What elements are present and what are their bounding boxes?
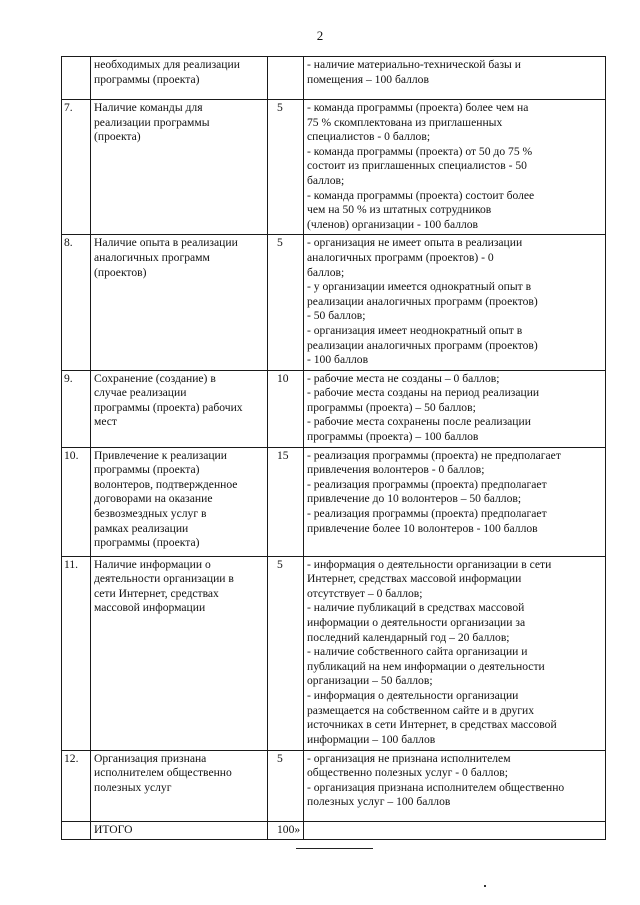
scoring-description-cell-line: - реализация программы (проекта) предполагает xyxy=(307,477,547,491)
row-number: 7. xyxy=(62,100,91,235)
max-score-cell: 15 xyxy=(268,447,304,556)
scoring-description-cell-line: - реализация программы (проекта) не предполагает xyxy=(307,448,561,462)
criterion-cell-line: сети Интернет, средствах xyxy=(94,586,219,600)
max-score-cell: 100» xyxy=(268,821,304,840)
criterion-cell-line: исполнителем общественно xyxy=(94,766,232,780)
scoring-description-cell xyxy=(304,235,606,370)
scoring-description-cell-line: - команда программы (проекта) от 50 до 75 % xyxy=(307,144,533,158)
scoring-description-cell-line: - наличие материально-технической базы и xyxy=(307,58,521,71)
scoring-description-cell-line: - информация о деятельности организации в сети xyxy=(307,557,552,571)
scoring-description-cell-line: отсутствует – 0 баллов; xyxy=(307,586,423,600)
scoring-description-cell-line: программы (проекта) – 100 баллов xyxy=(307,430,479,444)
criterion-cell-line: деятельности организации в xyxy=(94,572,234,586)
scoring-description-cell-line: - организация признана исполнителем общественно xyxy=(307,780,565,794)
table-row xyxy=(62,750,606,821)
scoring-description-cell-line: общественно полезных услуг - 0 баллов; xyxy=(307,766,508,780)
table-row xyxy=(62,57,606,100)
criterion-cell-line: необходимых для реализации xyxy=(94,58,240,71)
scoring-description-cell-line: - рабочие места не созданы – 0 баллов; xyxy=(307,371,500,385)
scoring-description-cell-line: привлечение до 10 волонтеров – 50 баллов; xyxy=(307,492,522,506)
table-row xyxy=(62,100,606,235)
scoring-description-cell-line: специалистов - 0 баллов; xyxy=(307,130,431,144)
criterion-cell-line: Организация признана xyxy=(94,751,207,765)
max-score-cell: 10 xyxy=(268,370,304,447)
scoring-description-cell-line: - у организации имеется однократный опыт в xyxy=(307,280,532,294)
criterion-cell-line: реализации программы xyxy=(94,115,210,129)
max-score-cell: 5 xyxy=(268,556,304,750)
row-number xyxy=(62,57,91,100)
scoring-description-cell-line: публикаций на нем информации о деятельности xyxy=(307,659,545,673)
scoring-description-cell-line: - реализация программы (проекта) предполагает xyxy=(307,507,547,521)
criterion-cell-line: случае реализации xyxy=(94,386,187,400)
scoring-description-cell-line: 75 % скомплектована из приглашенных xyxy=(307,115,503,129)
scoring-description-cell xyxy=(304,57,606,100)
scoring-description-cell-line: баллов; xyxy=(307,265,345,279)
criterion-cell xyxy=(91,821,268,840)
scoring-description-cell-line: - организация имеет неоднократный опыт в xyxy=(307,323,523,337)
scoring-description-cell-line: полезных услуг – 100 баллов xyxy=(307,795,451,809)
page-number: 2 xyxy=(316,28,324,43)
criterion-cell-line: программы (проекта) рабочих xyxy=(94,400,243,414)
criterion-cell xyxy=(91,447,268,556)
criterion-cell-line: (проекта) xyxy=(94,130,141,144)
criterion-cell-line: мест xyxy=(94,415,117,429)
max-score-cell xyxy=(268,57,304,100)
scoring-description-cell-line: - команда программы (проекта) состоит более xyxy=(307,188,535,202)
table-row xyxy=(62,556,606,750)
scoring-description-cell xyxy=(304,750,606,821)
scoring-description-cell-line: источниках в сети Интернет, в средствах массовой xyxy=(307,718,557,732)
scoring-description-cell-line: - информация о деятельности организации xyxy=(307,689,519,702)
scoring-description-cell-line: - наличие собственного сайта организации и xyxy=(307,645,528,659)
criterion-cell xyxy=(91,235,268,370)
table-row xyxy=(62,370,606,447)
criterion-cell-line: (проектов) xyxy=(94,265,147,279)
table-row xyxy=(62,235,606,370)
row-number: 10. xyxy=(62,447,91,556)
scoring-description-cell-line: информации о деятельности организации за xyxy=(307,616,526,630)
scoring-description-cell-line: привлечения волонтеров - 0 баллов; xyxy=(307,463,485,477)
scoring-description-cell xyxy=(304,821,606,840)
criterion-cell-line: Наличие команды для xyxy=(94,101,203,114)
criterion-cell-line: рамках реализации xyxy=(94,521,189,535)
criterion-cell-line: Сохранение (создание) в xyxy=(94,371,216,385)
criterion-cell-line: Наличие информации о xyxy=(94,557,211,571)
scoring-description-cell-line: последний календарный год – 20 баллов; xyxy=(307,630,510,644)
scoring-description-cell-line: (членов) организации - 100 баллов xyxy=(307,217,479,231)
criterion-cell xyxy=(91,370,268,447)
scoring-description-cell-line: помещения – 100 баллов xyxy=(307,72,429,86)
criterion-cell-line: массовой информации xyxy=(94,601,206,615)
scoring-description-cell-line: реализации аналогичных программ (проектов) xyxy=(307,294,538,308)
criterion-cell xyxy=(91,556,268,750)
scan-speck xyxy=(484,885,486,887)
scoring-description-cell xyxy=(304,370,606,447)
row-number: 8. xyxy=(62,235,91,370)
scoring-description-cell-line: привлечение более 10 волонтеров - 100 баллов xyxy=(307,521,538,535)
criterion-cell-line: программы (проекта) xyxy=(94,72,200,86)
criterion-cell-line: договорами на оказание xyxy=(94,492,213,506)
scoring-description-cell-line: - 100 баллов xyxy=(307,353,369,367)
criterion-cell-line: ИТОГО xyxy=(94,822,133,836)
criterion-cell-line: безвозмездных услуг в xyxy=(94,507,207,521)
scoring-description-cell-line: состоит из приглашенных специалистов - 50 xyxy=(307,159,527,173)
scoring-description-cell xyxy=(304,100,606,235)
max-score-cell: 5 xyxy=(268,235,304,370)
criterion-cell-line: Привлечение к реализации xyxy=(94,448,227,462)
criterion-cell-line: полезных услуг xyxy=(94,780,172,794)
max-score-cell: 5 xyxy=(268,750,304,821)
scoring-description-cell-line: информации – 100 баллов xyxy=(307,732,436,746)
table-row xyxy=(62,447,606,556)
max-score-cell: 5 xyxy=(268,100,304,235)
criterion-cell-line: программы (проекта) xyxy=(94,536,200,550)
scoring-description-cell-line: - наличие публикаций в средствах массовой xyxy=(307,601,525,615)
row-number: 11. xyxy=(62,556,91,750)
scoring-description-cell-line: - рабочие места сохранены после реализации xyxy=(307,415,531,429)
footer-divider xyxy=(296,848,373,849)
scoring-description-cell-line: чем на 50 % из штатных сотрудников xyxy=(307,203,492,217)
scoring-description-cell-line: Интернет, средствах массовой информации xyxy=(307,572,522,586)
criterion-cell-line: волонтеров, подтвержденное xyxy=(94,477,238,491)
scoring-description-cell-line: организации – 50 баллов; xyxy=(307,674,433,688)
scoring-description-cell-line: реализации аналогичных программ (проектов) xyxy=(307,338,538,352)
criterion-cell-line: Наличие опыта в реализации xyxy=(94,236,238,250)
scoring-description-cell-line: баллов; xyxy=(307,173,345,187)
scoring-description-cell-line: - организация не имеет опыта в реализации xyxy=(307,236,523,250)
scoring-description-cell-line: аналогичных программ (проектов) - 0 xyxy=(307,250,494,264)
criterion-cell-line: программы (проекта) xyxy=(94,463,200,477)
criterion-cell xyxy=(91,57,268,100)
row-number: 12. xyxy=(62,750,91,821)
scoring-description-cell-line: - организация не признана исполнителем xyxy=(307,751,511,765)
scoring-description-cell-line: - рабочие места созданы на период реализации xyxy=(307,386,540,400)
criterion-cell xyxy=(91,750,268,821)
scoring-description-cell-line: размещается на собственном сайте и в других xyxy=(307,703,535,717)
scoring-description-cell-line: - 50 баллов; xyxy=(307,309,366,323)
total-row xyxy=(62,821,606,840)
row-number xyxy=(62,821,91,840)
scoring-description-cell xyxy=(304,556,606,750)
scoring-description-cell-line: программы (проекта) – 50 баллов; xyxy=(307,400,476,414)
row-number: 9. xyxy=(62,370,91,447)
scoring-description-cell xyxy=(304,447,606,556)
scoring-description-cell-line: - команда программы (проекта) более чем на xyxy=(307,101,529,114)
criterion-cell xyxy=(91,100,268,235)
criterion-cell-line: аналогичных программ xyxy=(94,250,210,264)
criteria-table xyxy=(61,56,606,840)
